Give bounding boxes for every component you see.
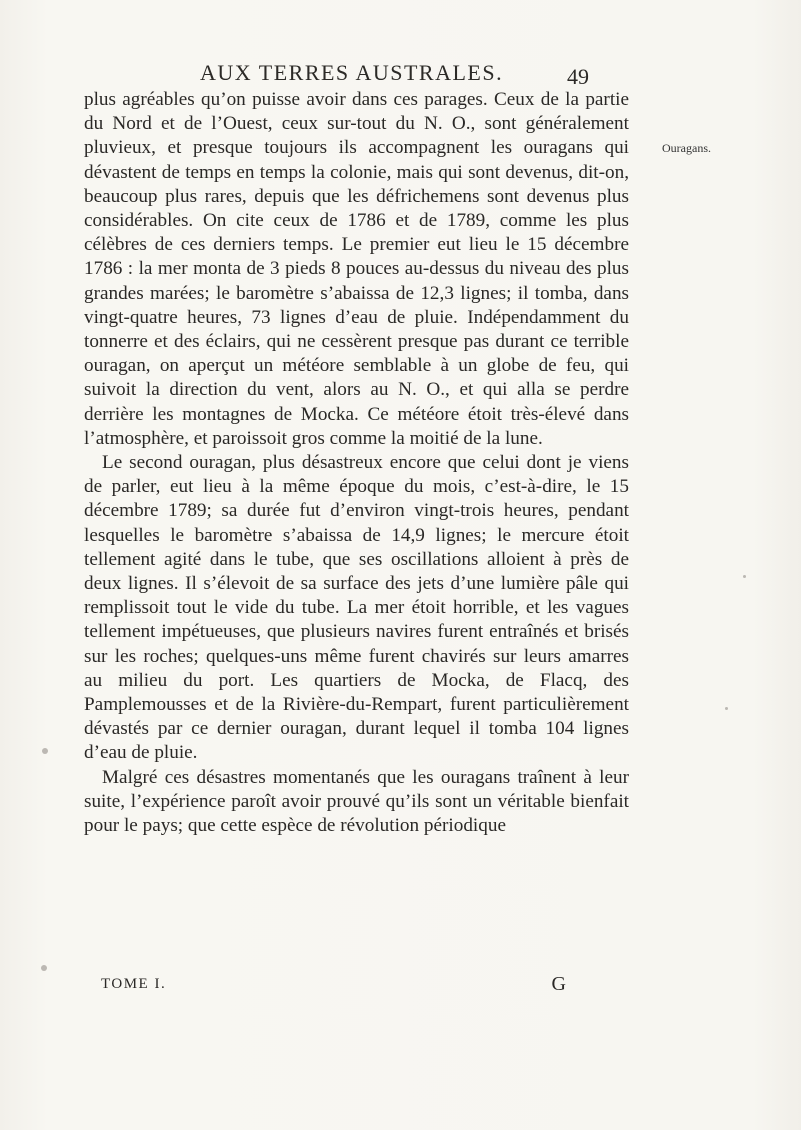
body-text [84, 88, 629, 838]
running-title: AUX TERRES AUSTRALES. [200, 60, 504, 85]
paragraph-3: Malgré ces désastres momentanés que les ouragans traînent à leur suite, l’expérience paroît avoir prouvé qu’ils sont un véritable bienfait pour le pays; que cette espèce de révolution périodique [84, 766, 629, 837]
paper-spot [41, 965, 47, 971]
paragraph-2: Le second ouragan, plus désastreux encore que celui dont je viens de parler, eut lieu à la même époque du mois, c’est-à-dire, le 15 décembre 1789; sa durée fut d’environ vingt-trois heures, pendant lesquelles le baromètre s’abaissa de 14,9 lignes; le mercure étoit tellement agité dans le tube, que ses oscillations alloient à près de deux lignes. Il s’élevoit de sa surface des jets d’une lumière pâle qui remplissoit tout le vide du tube. La mer étoit horrible, et les vagues tellement impétueuses, que plusieurs navires furent entraînés et brisés sur les roches; quelques-uns même furent chavirés sur leurs amarres au milieu du port. Les quartiers de Mocka, de Flacq, des Pamplemousses et de la Rivière-du-Rempart, furent particulièrement dévastés par ce dernier ouragan, durant lequel il tomba 104 lignes d’eau de pluie. [84, 452, 629, 764]
margin-note: Ouragans. [662, 141, 711, 155]
paragraph-1: plus agréables qu’on puisse avoir dans ces parages. Ceux de la partie du Nord et de l’Ouest, ceux sur-tout du N. O., sont généralement pluvieux, et presque toujours ils accompagnent les ouragans qui dévastent de temps en temps la colonie, mais qui sont devenus, dit-on, beaucoup plus rares, depuis que les défrichemens sont devenus plus considérables. On cite ceux de 1786 et de 1789, comme les plus célèbres de ces derniers temps. Le premier eut lieu le 15 décembre 1786 : la mer monta de 3 pieds 8 pouces au-dessus du niveau des plus grandes marées; le baromètre s’abaissa de 12,3 lignes; il tomba, dans vingt-quatre heures, 73 lignes d’eau de pluie. Indépendamment du tonnerre et des éclairs, qui ne cessèrent presque pas durant ce terrible ouragan, on aperçut un météore semblable à un globe de feu, qui suivoit la direction du vent, alors au N. O., et qui alla se perdre derrière les montagnes de Mocka. Ce météore étoit très-élevé dans l’atmosphère, et paroissoit gros comme la moitié de la lune. [84, 89, 629, 449]
paper-spot [42, 748, 48, 754]
page-number: 49 [567, 64, 589, 89]
paper-spot [743, 575, 746, 578]
page-footer [101, 973, 566, 995]
paper-spot [725, 707, 728, 710]
signature-mark: G [551, 973, 566, 995]
volume-label: TOME I. [101, 976, 167, 992]
